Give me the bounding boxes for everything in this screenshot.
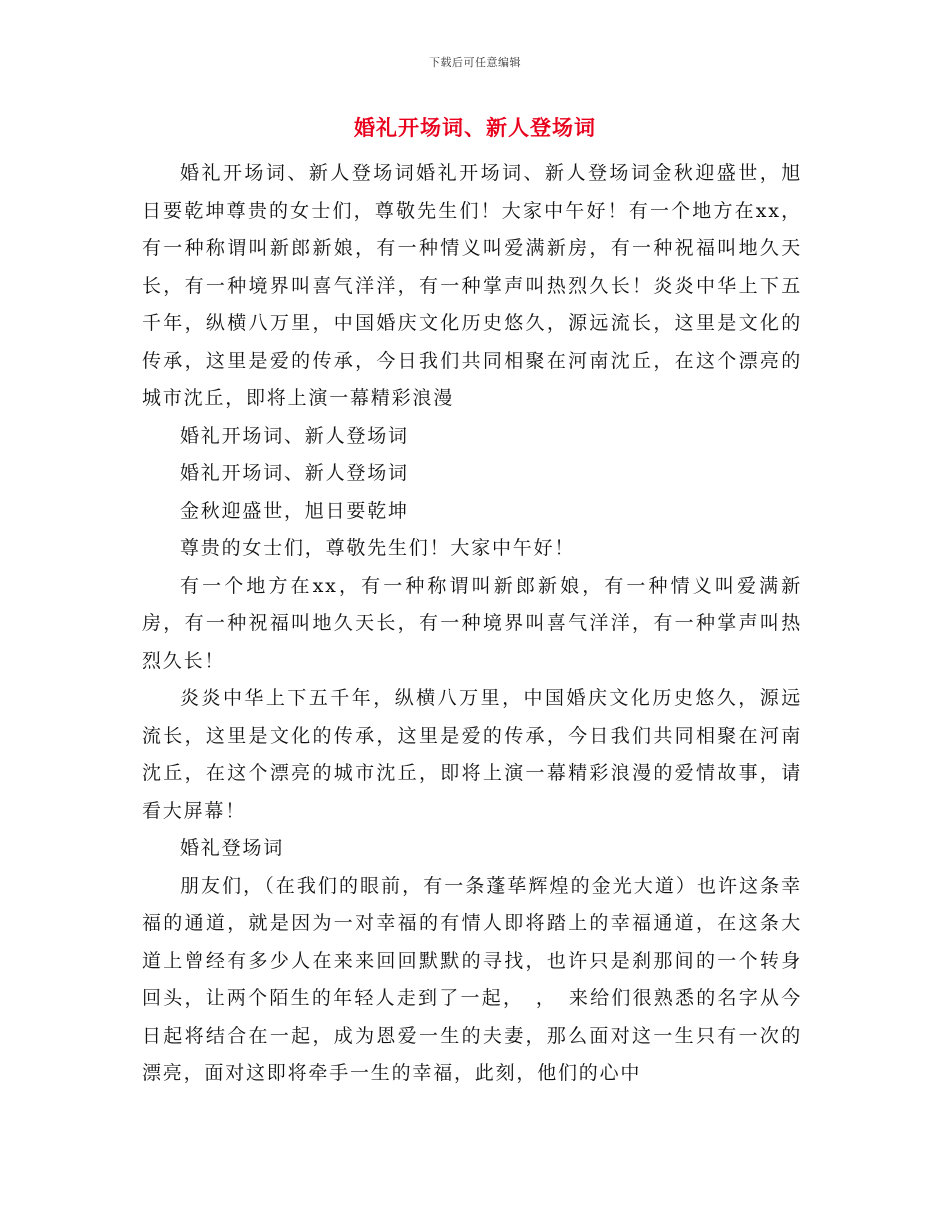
paragraph: 婚礼开场词、新人登场词 bbox=[180, 424, 409, 447]
paragraph: 炎炎中华上下五千年，纵横八万里，中国婚庆文化历史悠久，源远流长，这里是文化的传承，这里是爱的传承，今日我们共同相聚在河南沈丘，在这个漂亮的城市沈丘，即将上演一幕精彩浪漫的爱情故事，请看大屏幕！ bbox=[142, 687, 802, 822]
paragraph: 有一个地方在xx，有一种称谓叫新郎新娘，有一种情义叫爱满新房，有一种祝福叫地久天长，有一种境界叫喜气洋洋，有一种掌声叫热烈久长！ bbox=[142, 574, 802, 672]
paragraph: 朋友们，（在我们的眼前，有一条蓬荜辉煌的金光大道）也许这条幸福的通道，就是因为一对幸福的有情人即将踏上的幸福通道，在这条大道上曾经有多少人在来来回回默默的寻找，也许只是刹那间的一个转身回头，让两个陌生的年轻人走到了一起， ， 来给们很熟悉的名字从今日起将结合在一起，成为恩爱一生的夫妻，那么面对这一生只有一次的漂亮，面对这即将牵手一生的幸福，此刻，他们的心中 bbox=[142, 874, 802, 1084]
header-note: 下载后可任意编辑 bbox=[429, 56, 521, 69]
document-body bbox=[142, 155, 802, 1093]
paragraph: 婚礼开场词、新人登场词 bbox=[180, 462, 409, 484]
paragraph: 婚礼开场词、新人登场词婚礼开场词、新人登场词金秋迎盛世，旭日要乾坤尊贵的女士们，尊敬先生们！大家中午好！有一个地方在xx，有一种称谓叫新郎新娘，有一种情义叫爱满新房，有一种祝福叫地久天长，有一种境界叫喜气洋洋，有一种掌声叫热烈久长！炎炎中华上下五千年，纵横八万里，中国婚庆文化历史悠久，源远流长，这里是文化的传承，这里是爱的传承，今日我们共同相聚在河南沈丘，在这个漂亮的城市沈丘，即将上演一幕精彩浪漫 bbox=[142, 162, 802, 409]
paragraph: 婚礼登场词 bbox=[180, 837, 285, 859]
paragraph: 尊贵的女士们，尊敬先生们！大家中午好！ bbox=[180, 537, 576, 559]
paragraph: 金秋迎盛世，旭日要乾坤 bbox=[180, 499, 409, 522]
document-title: 婚礼开场词、新人登场词 bbox=[354, 116, 596, 140]
